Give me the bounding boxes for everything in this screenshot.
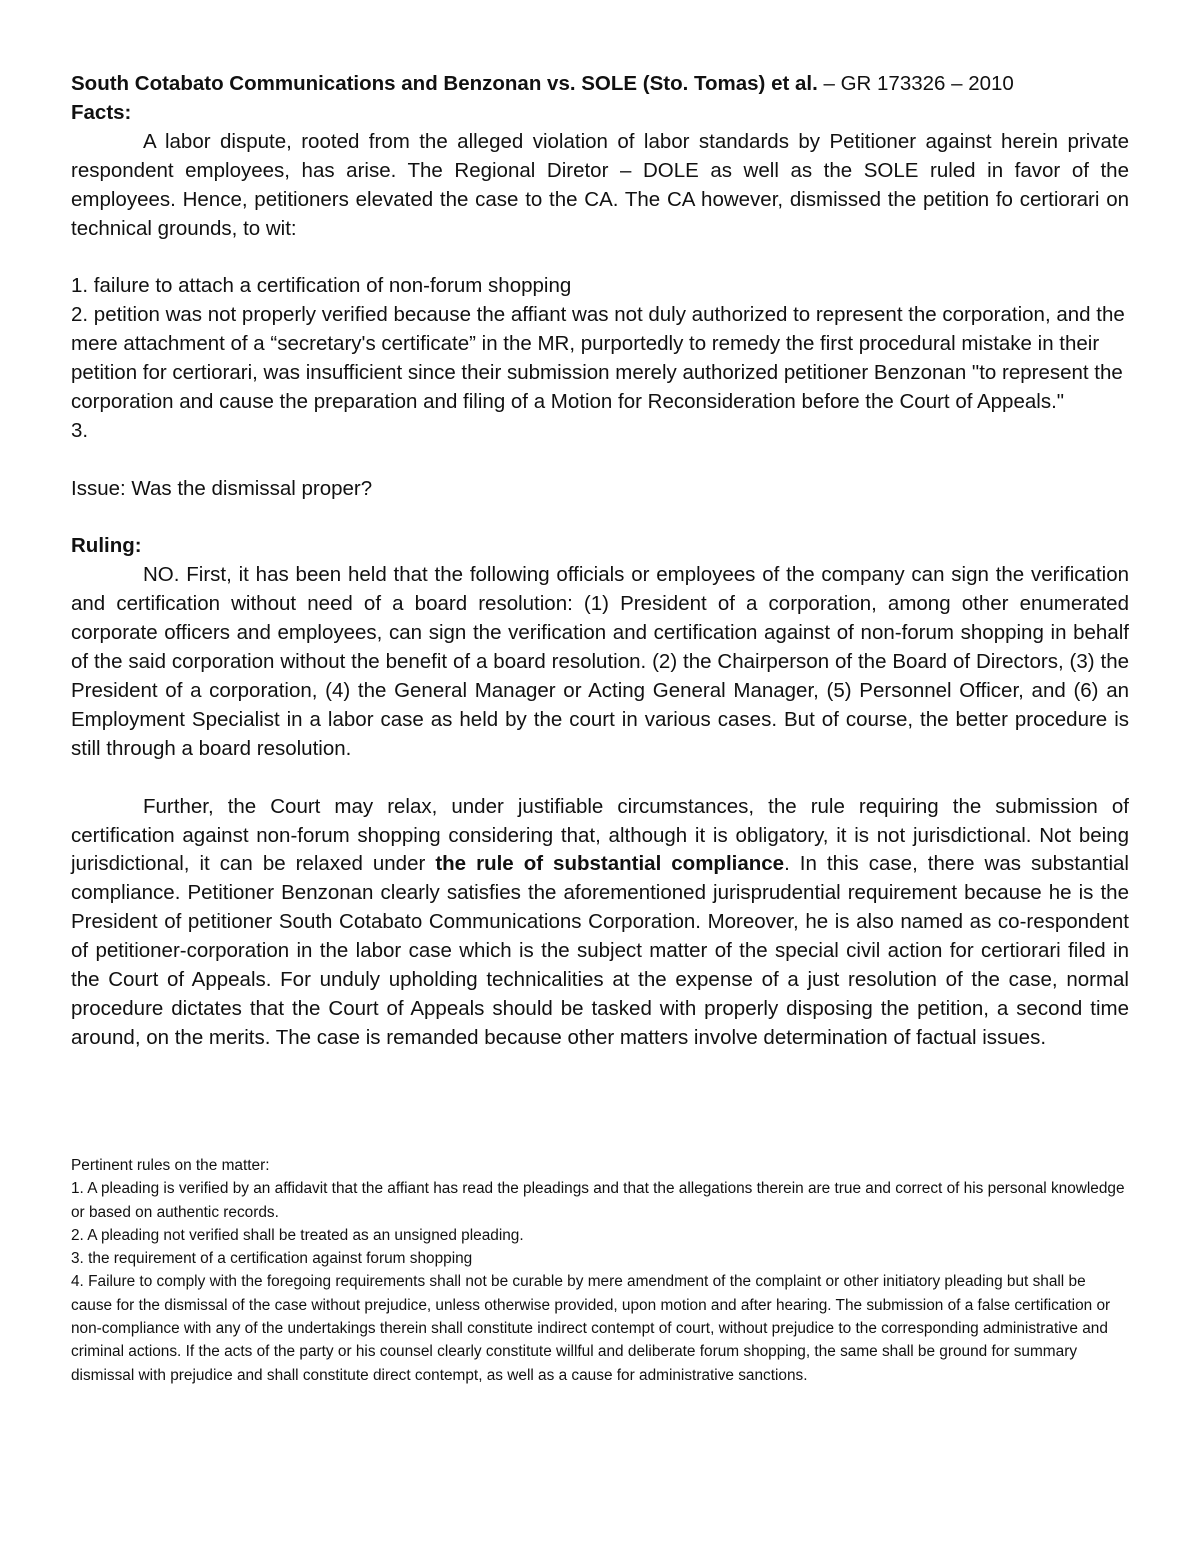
ruling-paragraph-1: NO. First, it has been held that the following officials or employees of the company can sign the verification and certification without need of a board resolution: (1) President of a corporation, among other enumerated corporate officers and employees, can sign the verification and certification against of non-forum shopping in behalf of the said corporation without the benefit of a board resolution. (2) the Chairperson of the Board of Directors, (3) the President of a corporation, (4) the General Manager or Acting General Manager, (5) Personnel Officer, and (6) an Employment Specialist in a labor case as held by the court in various cases. But of course, the better procedure is still through a board resolution. [71,563,1129,760]
issue-line: Issue: Was the dismissal proper? [71,476,373,500]
ground-item-2: 2. petition was not properly verified because the affiant was not duly authorized to represent the corporation, and the mere attachment of a “secretary's certificate” in the MR, purportedly to remedy the first procedural mistake in their petition for certiorari, was insufficient since their submission merely authorized petitioner Benzonan "to represent the corporation and cause the preparation and filing of a Motion for Reconsideration before the Court of Appeals." [71,303,1125,413]
facts-paragraph: A labor dispute, rooted from the alleged violation of labor standards by Petitioner against herein private respondent employees, has arise. The Regional Diretor – DOLE as well as the SOLE ruled in favor of the employees. Hence, petitioners elevated the case to the CA. The CA however, dismissed the petition fo certiorari on technical grounds, to wit: [71,129,1129,240]
pertinent-rules [71,1154,1129,1387]
rule-item-2: 2. A pleading not verified shall be treated as an unsigned pleading. [71,1226,524,1244]
ruling-paragraph-2-end: . In this case, there was substantial compliance. Petitioner Benzonan clearly satisfies the aforementioned jurisprudential requirement because he is the President of petitioner South Cotabato Communications Corporation. Moreover, he is also named as co-respondent of petitioner-corporation in the labor case which is the subject matter of the special civil action for certiorari filed in the Court of Appeals. For unduly upholding technicalities at the expense of a just resolution of the case, normal procedure dictates that the Court of Appeals should be tasked with properly disposing the petition, a second time around, on the merits. The case is remanded because other matters involve determination of factual issues. [71,852,1129,1049]
ruling-paragraph-2 [71,793,1129,1053]
spacer [71,243,1129,272]
ground-item-1: 1. failure to attach a certification of non-forum shopping [71,274,572,298]
facts-heading: Facts: [71,100,132,124]
document-body [71,70,1129,1053]
ruling-heading: Ruling: [71,534,142,558]
ruling-paragraph-2-start: Further, the Court may relax, under justifiable circumstances, the rule requiring the submission of certification against non-forum shopping considering that, although it is obligatory, it is not jurisdictional. Not being jurisdictional, it can be relaxed under [71,794,1129,876]
rule-item-1: 1. A pleading is verified by an affidavit that the affiant has read the pleadings and that the allegations therein are true and correct of his personal knowledge or based on authentic records. [71,1180,1125,1221]
case-title [71,70,1129,99]
rule-item-3: 3. the requirement of a certification against forum shopping [71,1250,473,1268]
spacer [71,446,1129,475]
substantial-compliance-emphasis: the rule of substantial compliance [435,852,785,876]
pertinent-rules-heading: Pertinent rules on the matter: [71,1157,270,1174]
case-title-number: – GR 173326 – 2010 [817,72,1014,95]
spacer [71,504,1129,533]
rule-item-4: 4. Failure to comply with the foregoing requirements shall not be curable by mere amendment of the complaint or other initiatory pleading but shall be cause for the dismissal of the case without prejudice, unless otherwise provided, upon motion and after hearing. The submission of a false certification or non-compliance with any of the undertakings therein shall constitute indirect contempt of court, without prejudice to the corresponding administrative and criminal actions. If the acts of the party or his counsel clearly constitute willful and deliberate forum shopping, the same shall be ground for summary dismissal with prejudice and shall constitute direct contempt, as well as a cause for administrative sanctions. [71,1273,1111,1384]
case-title-bold: South Cotabato Communications and Benzonan vs. SOLE (Sto. Tomas) et al. [71,72,818,95]
spacer [71,764,1129,793]
ground-item-3: 3. [71,418,89,442]
